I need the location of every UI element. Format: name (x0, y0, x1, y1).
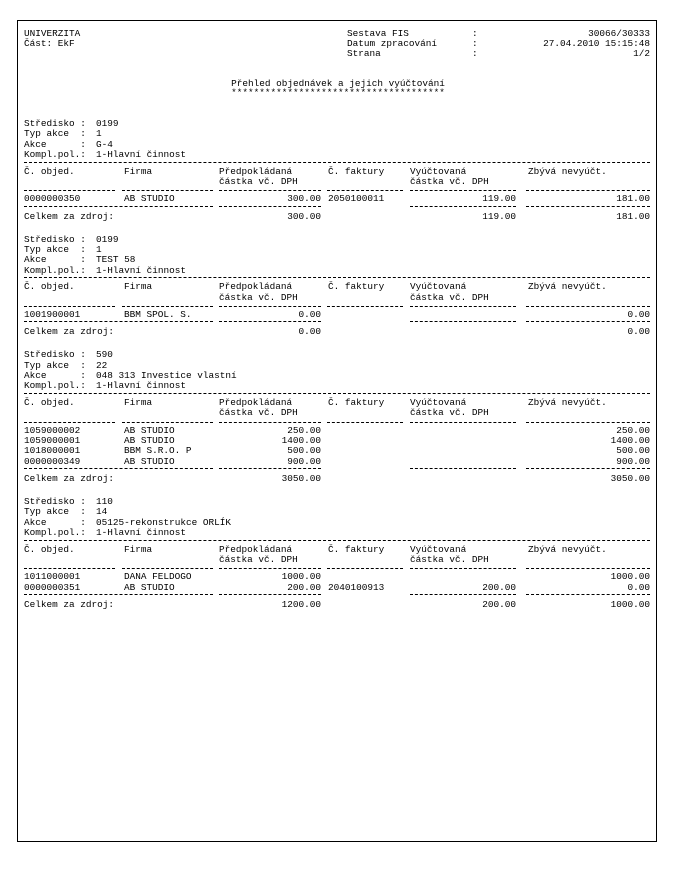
subtotal-line-vyuct (410, 321, 516, 322)
value-kompl: 1-Hlavní činnost (96, 380, 187, 392)
col-header-vyuct-1: Vyúčtovaná (410, 165, 467, 177)
label-stredisko: Středisko : (24, 233, 86, 245)
value-kompl: 1-Hlavní činnost (96, 149, 187, 161)
col-header-faktury: Č. faktury (328, 396, 385, 408)
section-separator (24, 540, 650, 541)
col-underline-objed (24, 190, 115, 191)
subtotal-line-predp (219, 468, 321, 469)
col-underline-objed (24, 306, 115, 307)
col-header-faktury: Č. faktury (328, 165, 385, 177)
total-label: Celkem za zdroj: (24, 210, 115, 222)
label-typ-akce: Typ akce : (24, 506, 86, 518)
total-zbyva: 1000.00 (610, 599, 650, 611)
subtotal-line-left (24, 206, 213, 207)
report-page (17, 20, 657, 842)
col-header-objed: Č. objed. (24, 165, 75, 177)
row-objed: 1059000001 (24, 435, 81, 446)
value-kompl: 1-Hlavní činnost (96, 527, 187, 539)
col-underline-firma (122, 306, 213, 307)
total-predp: 3050.00 (281, 473, 321, 485)
title-underline: ************************************** (231, 87, 445, 98)
col-underline-objed (24, 568, 115, 569)
row-zbyva: 0.00 (627, 309, 650, 320)
value-akce: TEST 58 (96, 254, 136, 266)
row-predp: 0.00 (298, 309, 321, 320)
label-typ-akce: Typ akce : (24, 128, 86, 140)
col-underline-firma (122, 422, 213, 423)
label-stredisko: Středisko : (24, 349, 86, 361)
subtotal-line-vyuct (410, 594, 516, 595)
section-separator (24, 393, 650, 394)
row-firma: AB STUDIO (124, 455, 175, 467)
row-objed: 1011000001 (24, 571, 81, 583)
row-faktura: 2050100011 (328, 193, 385, 205)
section-separator (24, 162, 650, 163)
row-predp: 200.00 (287, 581, 321, 593)
row-zbyva: 1000.00 (610, 571, 650, 583)
value-stredisko: 0199 (96, 233, 119, 245)
total-vyuct: 119.00 (482, 210, 516, 222)
value-kompl: 1-Hlavní činnost (96, 264, 187, 276)
subtotal-line-predp (219, 594, 321, 595)
col-underline-zbyva (526, 306, 650, 307)
page-sep: : (472, 48, 478, 59)
col-header-predp-1: Předpokládaná (219, 165, 293, 177)
col-underline-objed (24, 422, 115, 423)
report-label: Sestava FIS (347, 28, 409, 39)
value-stredisko: 590 (96, 349, 113, 361)
col-header-zbyva: Zbývá nevyúčt. (528, 165, 607, 177)
col-header-vyuct-1: Vyúčtovaná (410, 396, 467, 408)
total-predp: 0.00 (298, 326, 321, 338)
subtotal-line-predp (219, 206, 321, 207)
label-akce: Akce : (24, 254, 86, 266)
col-underline-vyuct (410, 422, 516, 423)
total-vyuct: 200.00 (482, 599, 516, 611)
col-underline-faktury (327, 422, 403, 423)
row-objed: 1018000001 (24, 445, 81, 457)
col-header-firma: Firma (124, 281, 153, 293)
col-underline-zbyva (526, 568, 650, 569)
col-header-firma: Firma (124, 165, 153, 177)
date-label: Datum zpracování (347, 38, 438, 49)
row-faktura: 2040100913 (328, 581, 385, 593)
label-akce: Akce : (24, 516, 86, 528)
col-header-predp-1: Předpokládaná (219, 543, 293, 555)
row-zbyva: 500.00 (616, 445, 650, 457)
col-underline-vyuct (410, 568, 516, 569)
col-header-objed: Č. objed. (24, 543, 75, 555)
row-predp: 300.00 (287, 193, 321, 205)
label-stredisko: Středisko : (24, 496, 86, 507)
total-label: Celkem za zdroj: (24, 599, 115, 611)
total-zbyva: 181.00 (616, 210, 650, 222)
row-objed: 0000000351 (24, 581, 81, 593)
value-typ-akce: 1 (96, 128, 102, 140)
label-kompl: Kompl.pol.: (24, 380, 86, 392)
value-typ-akce: 22 (96, 359, 108, 371)
col-underline-predp (219, 568, 321, 569)
total-predp: 300.00 (287, 210, 321, 222)
label-akce: Akce : (24, 370, 86, 381)
subtotal-line-vyuct (410, 468, 516, 469)
row-predp: 1000.00 (281, 571, 321, 583)
processing-date: 27.04.2010 15:15:48 (543, 38, 650, 49)
org-name: UNIVERZITA (24, 28, 81, 39)
col-header-vyuct-2: částka vč. DPH (410, 176, 489, 187)
value-akce: 048 313 Investice vlastní (96, 370, 237, 381)
col-underline-faktury (327, 568, 403, 569)
row-zbyva: 0.00 (627, 581, 650, 593)
row-predp: 500.00 (287, 445, 321, 457)
row-predp: 1400.00 (281, 435, 321, 446)
total-zbyva: 3050.00 (610, 473, 650, 485)
col-header-vyuct-1: Vyúčtovaná (410, 543, 467, 555)
col-underline-faktury (327, 190, 403, 191)
row-objed: 1001900001 (24, 309, 81, 320)
label-stredisko: Středisko : (24, 118, 86, 129)
label-typ-akce: Typ akce : (24, 244, 86, 255)
col-header-zbyva: Zbývá nevyúčt. (528, 543, 607, 555)
col-underline-firma (122, 568, 213, 569)
subtotal-line-vyuct (410, 206, 516, 207)
subtotal-line-left (24, 468, 213, 469)
row-firma: AB STUDIO (124, 193, 175, 205)
section-separator (24, 277, 650, 278)
col-header-firma: Firma (124, 543, 153, 555)
col-underline-predp (219, 190, 321, 191)
col-underline-predp (219, 422, 321, 423)
label-kompl: Kompl.pol.: (24, 527, 86, 539)
page-label: Strana (347, 48, 381, 59)
row-firma: DANA FELDOGO (124, 571, 192, 583)
row-vyuct: 119.00 (482, 193, 516, 205)
label-kompl: Kompl.pol.: (24, 264, 86, 276)
subtotal-line-zbyva (526, 468, 650, 469)
row-predp: 250.00 (287, 424, 321, 436)
row-zbyva: 900.00 (616, 455, 650, 467)
col-header-predp-2: částka vč. DPH (219, 291, 298, 303)
col-header-zbyva: Zbývá nevyúčt. (528, 396, 607, 408)
col-header-faktury: Č. faktury (328, 543, 385, 555)
page-number: 1/2 (633, 48, 650, 59)
col-header-objed: Č. objed. (24, 396, 75, 408)
col-underline-faktury (327, 306, 403, 307)
total-predp: 1200.00 (281, 599, 321, 611)
value-akce: G-4 (96, 138, 113, 150)
row-zbyva: 250.00 (616, 424, 650, 436)
col-underline-vyuct (410, 190, 516, 191)
report-title: Přehled objednávek a jejich vyúčtování (231, 78, 445, 89)
col-underline-zbyva (526, 190, 650, 191)
part-name: Část: EkF (24, 38, 75, 49)
col-underline-predp (219, 306, 321, 307)
label-typ-akce: Typ akce : (24, 359, 86, 371)
label-akce: Akce : (24, 138, 86, 150)
subtotal-line-zbyva (526, 206, 650, 207)
row-objed: 1059000002 (24, 424, 81, 436)
col-header-predp-2: částka vč. DPH (219, 176, 298, 187)
value-typ-akce: 14 (96, 506, 108, 518)
row-objed: 0000000350 (24, 193, 81, 205)
row-firma: AB STUDIO (124, 581, 175, 593)
subtotal-line-predp (219, 321, 321, 322)
subtotal-line-zbyva (526, 594, 650, 595)
label-kompl: Kompl.pol.: (24, 149, 86, 161)
col-header-predp-1: Předpokládaná (219, 281, 293, 293)
col-header-predp-2: částka vč. DPH (219, 407, 298, 419)
row-zbyva: 1400.00 (610, 435, 650, 446)
col-header-faktury: Č. faktury (328, 281, 385, 293)
row-vyuct: 200.00 (482, 581, 516, 593)
date-sep: : (472, 38, 478, 49)
col-header-objed: Č. objed. (24, 281, 75, 293)
value-stredisko: 0199 (96, 118, 119, 129)
col-header-zbyva: Zbývá nevyúčt. (528, 281, 607, 293)
col-header-vyuct-2: částka vč. DPH (410, 554, 489, 565)
total-label: Celkem za zdroj: (24, 326, 115, 338)
subtotal-line-left (24, 321, 213, 322)
value-stredisko: 110 (96, 496, 113, 507)
col-header-firma: Firma (124, 396, 153, 408)
col-header-vyuct-2: částka vč. DPH (410, 407, 489, 419)
col-underline-firma (122, 190, 213, 191)
row-firma: AB STUDIO (124, 424, 175, 436)
col-header-predp-2: částka vč. DPH (219, 554, 298, 565)
value-akce: 05125-rekonstrukce ORLÍK (96, 516, 232, 528)
row-firma: BBM SPOL. S. (124, 309, 192, 320)
col-underline-zbyva (526, 422, 650, 423)
col-header-vyuct-1: Vyúčtovaná (410, 281, 467, 293)
col-underline-vyuct (410, 306, 516, 307)
total-zbyva: 0.00 (627, 326, 650, 338)
row-firma: AB STUDIO (124, 435, 175, 446)
col-header-predp-1: Předpokládaná (219, 396, 293, 408)
row-firma: BBM S.R.O. P (124, 445, 192, 457)
report-number: 30066/30333 (588, 28, 650, 39)
row-predp: 900.00 (287, 455, 321, 467)
total-label: Celkem za zdroj: (24, 473, 115, 485)
subtotal-line-zbyva (526, 321, 650, 322)
row-zbyva: 181.00 (616, 193, 650, 205)
value-typ-akce: 1 (96, 244, 102, 255)
col-header-vyuct-2: částka vč. DPH (410, 291, 489, 303)
subtotal-line-left (24, 594, 213, 595)
row-objed: 0000000349 (24, 455, 81, 467)
report-sep: : (472, 28, 478, 39)
